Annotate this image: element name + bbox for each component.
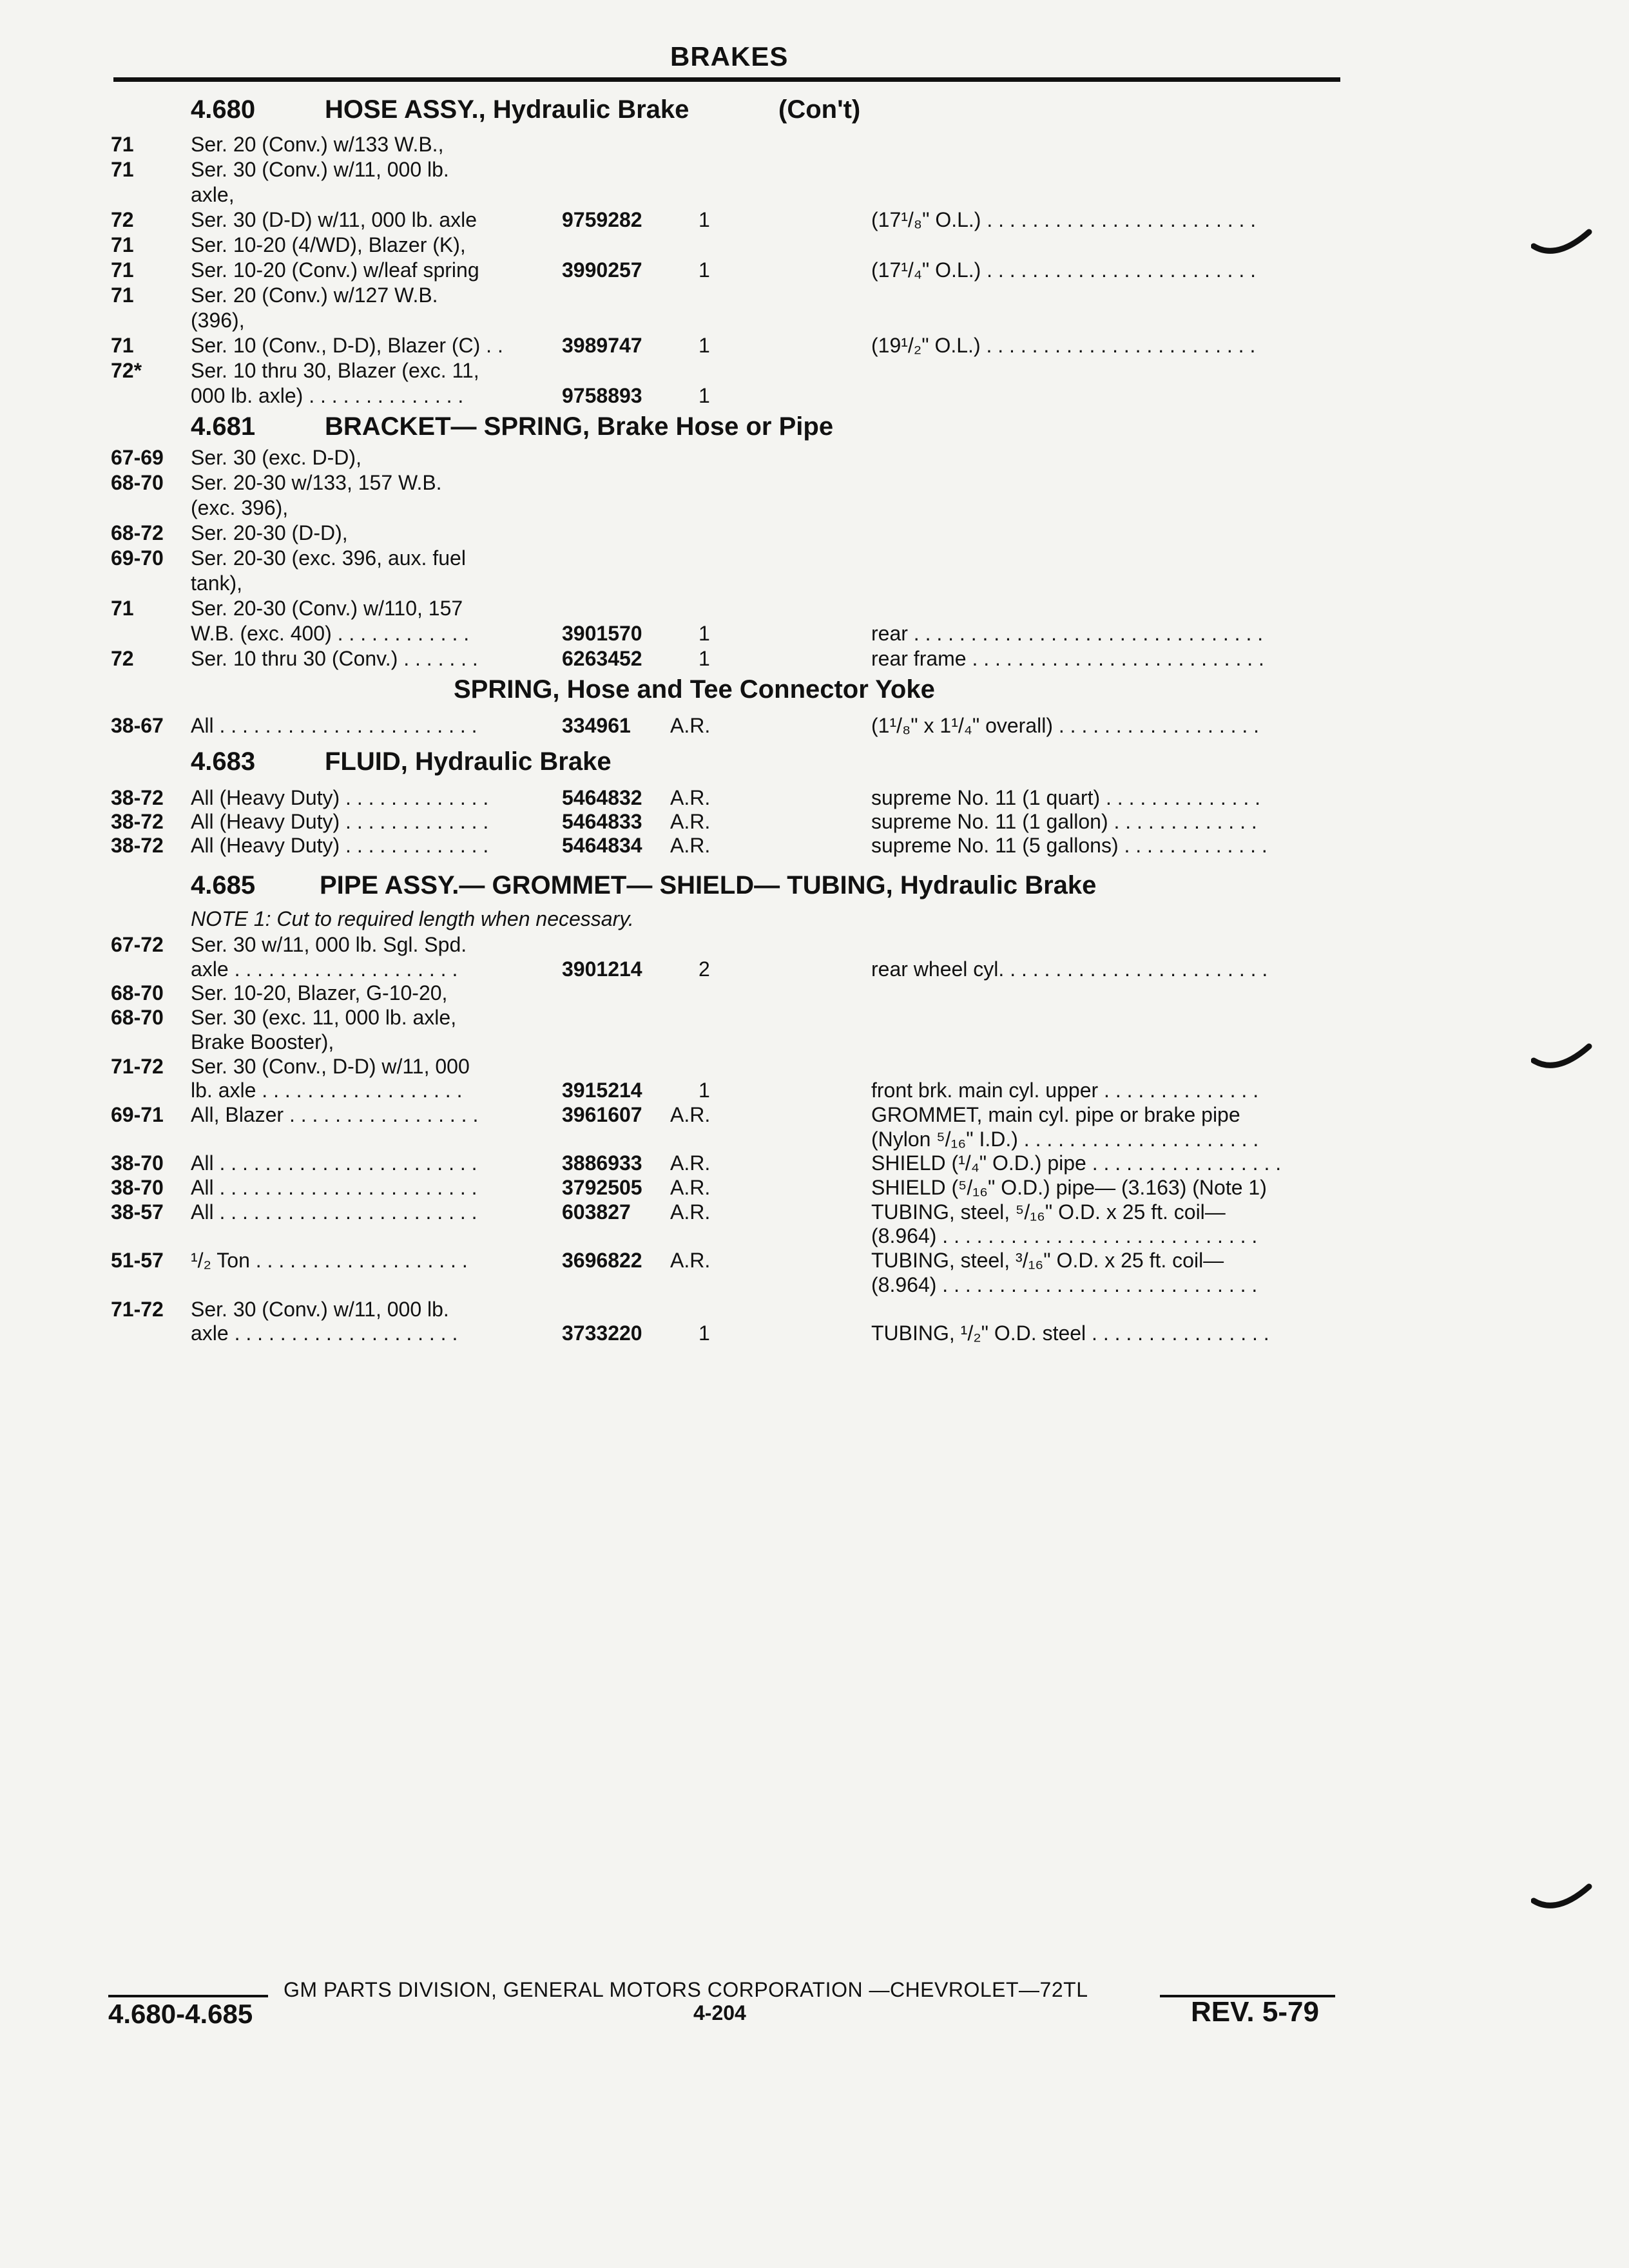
- remark: (8.964) . . . . . . . . . . . . . . . . . . . . . . . . . . . .: [871, 1224, 1258, 1248]
- model-year: 69-70: [111, 546, 164, 570]
- remark: SHIELD (⁵/₁₆" O.D.) pipe— (3.163) (Note 1): [871, 1176, 1267, 1199]
- application-description: W.B. (exc. 400) . . . . . . . . . . . .: [191, 622, 470, 645]
- application-description: Ser. 10 thru 30 (Conv.) . . . . . . .: [191, 647, 478, 670]
- quantity: 1: [699, 258, 710, 282]
- quantity: 1: [699, 384, 710, 407]
- application-description: Ser. 20 (Conv.) w/127 W.B.: [191, 284, 438, 307]
- application-description: axle . . . . . . . . . . . . . . . . . . . .: [191, 957, 458, 981]
- remark: supreme No. 11 (1 gallon) . . . . . . . . . . . . .: [871, 810, 1257, 833]
- part-number: 9758893: [562, 384, 642, 407]
- remark: rear frame . . . . . . . . . . . . . . . . . . . . . . . . . .: [871, 647, 1264, 670]
- part-number: 3696822: [562, 1249, 642, 1273]
- application-description: 000 lb. axle) . . . . . . . . . . . . . .: [191, 384, 464, 407]
- parts-row: [0, 470, 1629, 495]
- part-number: 5464834: [562, 834, 642, 857]
- application-description: Ser. 20-30 (exc. 396, aux. fuel: [191, 546, 466, 570]
- remark: supreme No. 11 (1 quart) . . . . . . . . . . . . . .: [871, 786, 1261, 809]
- part-number: 3901570: [562, 622, 642, 645]
- application-description: Ser. 10-20 (4/WD), Blazer (K),: [191, 233, 466, 256]
- application-description: ¹/₂ Ton . . . . . . . . . . . . . . . . . . .: [191, 1249, 468, 1273]
- quantity: 1: [699, 334, 710, 357]
- section-title: BRACKET— SPRING, Brake Hose or Pipe: [325, 412, 834, 441]
- part-number: 3989747: [562, 334, 642, 357]
- model-year: 69-71: [111, 1102, 164, 1126]
- parts-row: [0, 1004, 1629, 1030]
- binder-mark-icon: [1531, 1881, 1593, 1917]
- parts-row: [0, 932, 1629, 957]
- section-number: 4.685: [191, 871, 256, 899]
- application-description: All . . . . . . . . . . . . . . . . . . . . . . .: [191, 1176, 477, 1199]
- parts-row: [0, 956, 1629, 982]
- parts-row: [0, 570, 1629, 596]
- quantity: 1: [699, 647, 710, 670]
- binder-mark-icon: [1531, 227, 1593, 263]
- part-number: 5464832: [562, 786, 642, 809]
- parts-row: [0, 445, 1629, 470]
- footer-range: 4.680-4.685: [108, 1999, 253, 2029]
- parts-row: [0, 1150, 1629, 1176]
- application-description: Ser. 30 (exc. D-D),: [191, 446, 361, 469]
- part-number: 9759282: [562, 208, 642, 231]
- model-year: 67-69: [111, 446, 164, 469]
- application-description: Brake Booster),: [191, 1030, 334, 1053]
- application-description: Ser. 30 (Conv.) w/11, 000 lb.: [191, 158, 449, 181]
- remark: (19¹/₂" O.L.) . . . . . . . . . . . . . . . . . . . . . . . .: [871, 334, 1256, 357]
- parts-row: [0, 785, 1629, 811]
- model-year: 38-70: [111, 1176, 164, 1199]
- parts-row: [0, 595, 1629, 621]
- parts-row: [0, 809, 1629, 834]
- parts-row: [0, 157, 1629, 182]
- application-description: Ser. 30 (D-D) w/11, 000 lb. axle: [191, 208, 477, 231]
- model-year: 67-72: [111, 933, 164, 956]
- parts-row: [0, 1320, 1629, 1346]
- model-year: 38-67: [111, 714, 164, 737]
- parts-row: [0, 307, 1629, 333]
- parts-row: [0, 620, 1629, 646]
- model-year: 71: [111, 258, 134, 282]
- application-description: Ser. 30 (Conv., D-D) w/11, 000: [191, 1054, 470, 1078]
- parts-row: [0, 1175, 1629, 1200]
- footer-corporation: GM PARTS DIVISION, GENERAL MOTORS CORPORATION —CHEVROLET—72TL: [284, 1978, 1088, 2001]
- model-year: 68-70: [111, 1006, 164, 1030]
- model-year: 68-70: [111, 981, 164, 1005]
- parts-row: [0, 358, 1629, 383]
- parts-row: [0, 232, 1629, 258]
- application-description: Ser. 30 (Conv.) w/11, 000 lb.: [191, 1297, 449, 1321]
- quantity: A.R.: [670, 714, 711, 737]
- model-year: 72*: [111, 359, 142, 382]
- application-description: Ser. 30 (exc. 11, 000 lb. axle,: [191, 1006, 457, 1030]
- model-year: 71: [111, 597, 134, 620]
- application-description: Ser. 10-20 (Conv.) w/leaf spring: [191, 258, 479, 282]
- parts-row: [0, 1053, 1629, 1079]
- model-year: 71: [111, 284, 134, 307]
- model-year: 71-72: [111, 1054, 164, 1078]
- section-number: 4.681: [191, 412, 256, 441]
- parts-row: [0, 646, 1629, 671]
- model-year: 71-72: [111, 1297, 164, 1321]
- application-description: Ser. 20 (Conv.) w/133 W.B.,: [191, 133, 444, 156]
- application-description: All . . . . . . . . . . . . . . . . . . . . . . .: [191, 1151, 477, 1175]
- quantity: A.R.: [670, 786, 711, 809]
- model-year: 71: [111, 233, 134, 256]
- application-description: Ser. 20-30 w/133, 157 W.B.: [191, 471, 442, 494]
- remark: (Nylon ⁵/₁₆" I.D.) . . . . . . . . . . . . . . . . . . . . .: [871, 1127, 1259, 1151]
- parts-row: [0, 1126, 1629, 1152]
- model-year: 71: [111, 334, 134, 357]
- footer-revision: REV. 5-79: [1191, 1996, 1319, 2028]
- parts-row: [0, 520, 1629, 546]
- part-number: 3901214: [562, 957, 642, 981]
- application-description: All . . . . . . . . . . . . . . . . . . . . . . .: [191, 714, 477, 737]
- application-description: tank),: [191, 572, 243, 595]
- part-number: 603827: [562, 1200, 631, 1224]
- quantity: 1: [699, 1079, 710, 1102]
- quantity: A.R.: [670, 1200, 711, 1224]
- part-number: 3733220: [562, 1321, 642, 1345]
- parts-row: [0, 1272, 1629, 1298]
- part-number: 5464833: [562, 810, 642, 833]
- parts-row: [0, 980, 1629, 1006]
- application-description: axle,: [191, 183, 235, 206]
- parts-row: [0, 1199, 1629, 1225]
- footer-rule-left: [108, 1995, 268, 1997]
- parts-row: [0, 713, 1629, 738]
- application-description: All (Heavy Duty) . . . . . . . . . . . . .: [191, 786, 489, 809]
- quantity: 1: [699, 1321, 710, 1345]
- application-description: Ser. 10-20, Blazer, G-10-20,: [191, 981, 448, 1005]
- section-title: PIPE ASSY.— GROMMET— SHIELD— TUBING, Hydraulic Brake: [320, 871, 1097, 899]
- remark: rear . . . . . . . . . . . . . . . . . . . . . . . . . . . . . . .: [871, 622, 1264, 645]
- binder-mark-icon: [1531, 1041, 1593, 1077]
- application-description: axle . . . . . . . . . . . . . . . . . . . .: [191, 1321, 458, 1345]
- application-description: Ser. 10 (Conv., D-D), Blazer (C) . .: [191, 334, 503, 357]
- remark: (17¹/₄" O.L.) . . . . . . . . . . . . . . . . . . . . . . . .: [871, 258, 1256, 282]
- remark: SHIELD (¹/₄" O.D.) pipe . . . . . . . . . . . . . . . . .: [871, 1151, 1282, 1175]
- model-year: 68-70: [111, 471, 164, 494]
- application-description: Ser. 20-30 (Conv.) w/110, 157: [191, 597, 463, 620]
- part-number: 3915214: [562, 1079, 642, 1102]
- quantity: 2: [699, 957, 710, 981]
- section-title: HOSE ASSY., Hydraulic Brake: [325, 95, 689, 124]
- quantity: A.R.: [670, 1102, 711, 1126]
- parts-row: [0, 1102, 1629, 1128]
- parts-row: [0, 1296, 1629, 1322]
- remark: (17¹/₈" O.L.) . . . . . . . . . . . . . . . . . . . . . . . .: [871, 208, 1257, 231]
- page-header-title: BRAKES: [670, 41, 789, 72]
- model-year: 38-72: [111, 810, 164, 833]
- model-year: 38-57: [111, 1200, 164, 1224]
- parts-row: [0, 332, 1629, 358]
- quantity: A.R.: [670, 1176, 711, 1199]
- remark: (8.964) . . . . . . . . . . . . . . . . . . . . . . . . . . . .: [871, 1273, 1258, 1296]
- parts-row: [0, 282, 1629, 308]
- parts-row: [0, 832, 1629, 858]
- model-year: 38-72: [111, 786, 164, 809]
- subheading-spring-yoke: SPRING, Hose and Tee Connector Yoke: [454, 675, 935, 704]
- part-number: 3990257: [562, 258, 642, 282]
- parts-row: [0, 1223, 1629, 1249]
- parts-row: [0, 495, 1629, 521]
- application-description: All (Heavy Duty) . . . . . . . . . . . . .: [191, 834, 489, 857]
- section-title: FLUID, Hydraulic Brake: [325, 747, 612, 776]
- model-year: 71: [111, 158, 134, 181]
- remark: supreme No. 11 (5 gallons) . . . . . . . . . . . . .: [871, 834, 1268, 857]
- part-number: 334961: [562, 714, 631, 737]
- parts-row: [0, 1029, 1629, 1055]
- parts-row: [0, 131, 1629, 157]
- application-description: All, Blazer . . . . . . . . . . . . . . . . .: [191, 1102, 479, 1126]
- parts-row: [0, 545, 1629, 571]
- model-year: 72: [111, 647, 134, 670]
- model-year: 51-57: [111, 1249, 164, 1273]
- section-number: 4.683: [191, 747, 256, 776]
- application-description: (396),: [191, 309, 245, 332]
- section-number: 4.680: [191, 95, 256, 124]
- remark: (1¹/₈" x 1¹/₄" overall) . . . . . . . . . . . . . . . . . .: [871, 714, 1260, 737]
- remark: front brk. main cyl. upper . . . . . . . . . . . . . .: [871, 1079, 1259, 1102]
- model-year: 38-72: [111, 834, 164, 857]
- remark: TUBING, steel, ³/₁₆" O.D. x 25 ft. coil—: [871, 1249, 1224, 1273]
- parts-row: [0, 257, 1629, 283]
- quantity: A.R.: [670, 1151, 711, 1175]
- remark: TUBING, ¹/₂" O.D. steel . . . . . . . . . . . . . . . .: [871, 1321, 1269, 1345]
- application-description: lb. axle . . . . . . . . . . . . . . . . . .: [191, 1079, 463, 1102]
- part-number: 3886933: [562, 1151, 642, 1175]
- model-year: 68-72: [111, 521, 164, 544]
- parts-row: [0, 182, 1629, 207]
- remark: rear wheel cyl. . . . . . . . . . . . . . . . . . . . . . . .: [871, 957, 1268, 981]
- model-year: 71: [111, 133, 134, 156]
- remark: TUBING, steel, ⁵/₁₆" O.D. x 25 ft. coil—: [871, 1200, 1226, 1224]
- application-description: All . . . . . . . . . . . . . . . . . . . . . . .: [191, 1200, 477, 1224]
- application-description: (exc. 396),: [191, 496, 289, 519]
- part-number: 3792505: [562, 1176, 642, 1199]
- application-description: All (Heavy Duty) . . . . . . . . . . . . .: [191, 810, 489, 833]
- section-note: NOTE 1: Cut to required length when necessary.: [191, 907, 634, 930]
- quantity: 1: [699, 208, 710, 231]
- quantity: A.R.: [670, 810, 711, 833]
- parts-row: [0, 383, 1629, 408]
- model-year: 38-70: [111, 1151, 164, 1175]
- part-number: 3961607: [562, 1102, 642, 1126]
- section-continued: (Con't): [778, 95, 861, 124]
- parts-row: [0, 1077, 1629, 1103]
- remark: GROMMET, main cyl. pipe or brake pipe: [871, 1102, 1240, 1126]
- parts-row: [0, 207, 1629, 233]
- footer-page-number: 4-204: [693, 2001, 746, 2024]
- application-description: Ser. 30 w/11, 000 lb. Sgl. Spd.: [191, 933, 467, 956]
- application-description: Ser. 10 thru 30, Blazer (exc. 11,: [191, 359, 479, 382]
- part-number: 6263452: [562, 647, 642, 670]
- quantity: 1: [699, 622, 710, 645]
- parts-row: [0, 1247, 1629, 1273]
- quantity: A.R.: [670, 1249, 711, 1273]
- header-rule: [113, 77, 1340, 82]
- model-year: 72: [111, 208, 134, 231]
- quantity: A.R.: [670, 834, 711, 857]
- application-description: Ser. 20-30 (D-D),: [191, 521, 348, 544]
